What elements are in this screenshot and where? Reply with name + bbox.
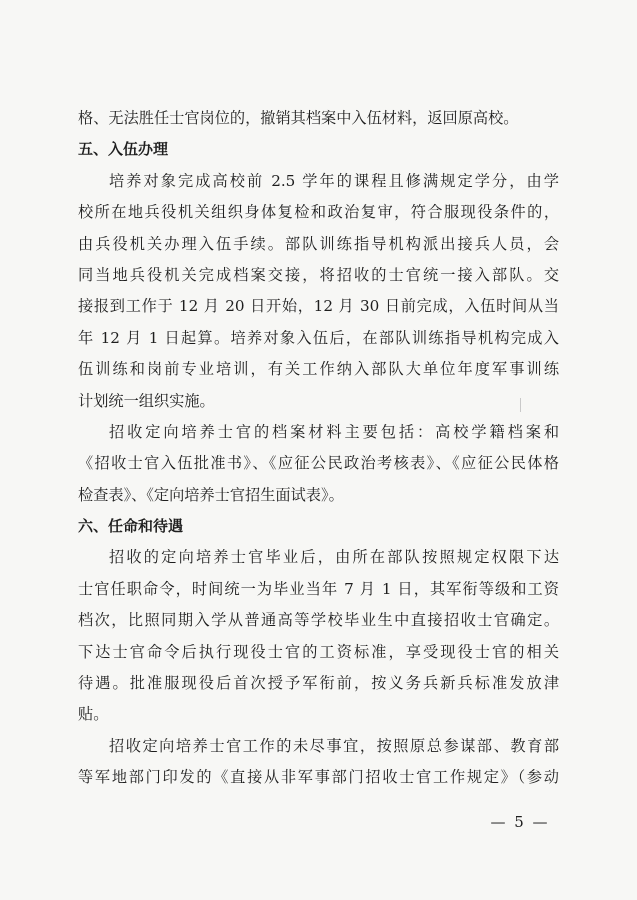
text-line: 招收定向培养士官的档案材料主要包括：高校学籍档案和 bbox=[109, 422, 559, 441]
scan-artifact bbox=[520, 398, 521, 412]
text-line: 《招收士官入伍批准书》、《应征公民政治考核表》、《应征公民体格 bbox=[78, 454, 559, 473]
text-line: 贴。 bbox=[78, 705, 109, 724]
text-line: 下达士官命令后执行现役士官的工资标准，享受现役士官的相关 bbox=[78, 642, 559, 661]
text-line: 士官任职命令，时间统一为毕业当年 7 月 1 日，其军衔等级和工资 bbox=[78, 579, 559, 598]
text-line: 接报到工作于 12 月 20 日开始，12 月 30 日前完成，入伍时间从当 bbox=[78, 297, 559, 316]
text-line: 检查表》、《定向培养士官招生面试表》。 bbox=[78, 485, 344, 504]
text-line: 等军地部门印发的《直接从非军事部门招收士官工作规定》（参动 bbox=[78, 768, 559, 787]
text-line: 档次，比照同期入学从普通高等学校毕业生中直接招收士官确定。 bbox=[78, 611, 559, 630]
text-line: 校所在地兵役机关组织身体复检和政治复审，符合服现役条件的， bbox=[78, 203, 559, 222]
text-line: 招收定向培养士官工作的未尽事宜，按照原总参谋部、教育部 bbox=[109, 736, 559, 755]
text-line: 培养对象完成高校前 2.5 学年的课程且修满规定学分，由学 bbox=[109, 171, 559, 190]
section-heading: 五、入伍办理 bbox=[78, 140, 169, 159]
text-line: 年 12 月 1 日起算。培养对象入伍后，在部队训练指导机构完成入 bbox=[78, 328, 559, 347]
text-line: 招收的定向培养士官毕业后，由所在部队按照规定权限下达 bbox=[109, 548, 559, 567]
section-heading: 六、任命和待遇 bbox=[78, 517, 184, 536]
text-line: 同当地兵役机关完成档案交接，将招收的士官统一接入部队。交 bbox=[78, 265, 559, 284]
text-line: 待遇。批准服现役后首次授予军衔前，按义务兵新兵标准发放津 bbox=[78, 674, 559, 693]
text-line: 计划统一组织实施。 bbox=[78, 391, 215, 410]
text-line: 伍训练和岗前专业培训，有关工作纳入部队大单位年度军事训练 bbox=[78, 360, 559, 379]
document-body bbox=[78, 103, 559, 794]
page-number: — 5 — bbox=[490, 813, 550, 831]
text-line: 由兵役机关办理入伍手续。部队训练指导机构派出接兵人员，会 bbox=[78, 234, 559, 253]
text-line: 格、无法胜任士官岗位的，撤销其档案中入伍材料，返回原高校。 bbox=[78, 109, 519, 127]
